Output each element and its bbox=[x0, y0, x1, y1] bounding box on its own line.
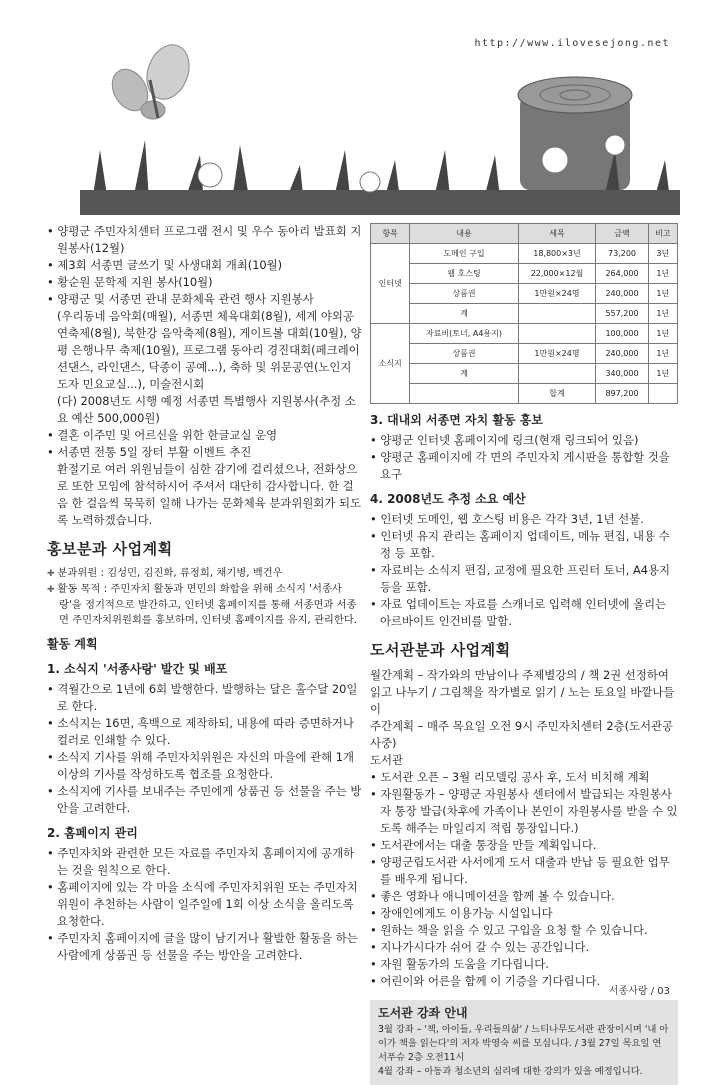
table-cell: 계 bbox=[410, 364, 518, 384]
table-row bbox=[371, 304, 678, 324]
table-cell: 1만원×24명 bbox=[518, 284, 596, 304]
table-cell: 557,200 bbox=[596, 304, 648, 324]
table-cell: 22,000×12월 bbox=[518, 264, 596, 284]
table-cell: 340,000 bbox=[596, 364, 648, 384]
table-row bbox=[371, 284, 678, 304]
table-header: 세목 bbox=[518, 224, 596, 244]
table-row bbox=[371, 244, 678, 264]
table-row bbox=[371, 344, 678, 364]
weekly-plan: 주간계획 – 매주 목요일 오전 9시 주민자치센터 2층(도서관공사중) bbox=[370, 719, 674, 750]
list-item: • 양평군 홈페이지에 각 면의 주민자치 게시판을 통합할 것을 요구 bbox=[370, 449, 678, 483]
list-item: • 결혼 이주민 및 어르신을 위한 한글교실 운영 bbox=[47, 427, 362, 444]
table-cell: 240,000 bbox=[596, 284, 648, 304]
table-header: 비고 bbox=[648, 224, 677, 244]
list-item: • 어린이와 어른을 함께 이 기증을 기다립니다. bbox=[370, 973, 678, 990]
list-item: • 격월간으로 1년에 6회 발행한다. 발행하는 달은 홀수달 20일로 한다. bbox=[47, 681, 362, 715]
table-cell: 1년 bbox=[648, 364, 677, 384]
event-list: (우리동네 음악회(매월), 서종면 체육대회(8월), 세계 야외공연축제(8월), 북한강 음악축제(8월), 게이트볼 대회(10월), 양평 은행나무 축제(10월), 프로그램 동아리 경진대회(페크레이션댄스, 라인댄스, 닥종이 공예...), 축하 및 위문공연(노인지도자 민요교실...), 미술전시회 bbox=[57, 309, 362, 391]
site-url: http://www.ilovesejong.net bbox=[474, 38, 670, 49]
list-item: • 소식지는 16면, 흑백으로 제작하되, 내용에 따라 증면하거나 컬러로 인쇄할 수 있다. bbox=[47, 715, 362, 749]
table-cell: 100,000 bbox=[596, 324, 648, 344]
list-item: • 인터넷 도메인, 웹 호스팅 비용은 각각 3년, 1년 선불. bbox=[370, 511, 678, 528]
header-illustration bbox=[0, 0, 720, 215]
table-cell: 240,000 bbox=[596, 344, 648, 364]
list-item: • 인터넷 유지 관리는 홈페이지 업데이트, 메뉴 편집, 내용 수정 등 포함. bbox=[370, 528, 678, 562]
left-column bbox=[47, 223, 362, 964]
list-item: • 황순원 문학제 지원 봉사(10월) bbox=[47, 274, 362, 291]
section-title-library: 도서관분과 사업계획 bbox=[370, 641, 511, 659]
list-item: • 양평군 인터넷 홈페이지에 링크(현재 링크되어 있음) bbox=[370, 432, 678, 449]
list-item: • 주민자치와 관련한 모든 자료를 주민자치 홈페이지에 공개하는 것을 원칙으로 한다. bbox=[47, 845, 362, 879]
table-cell: 1년 bbox=[648, 324, 677, 344]
table-cell: 897,200 bbox=[596, 384, 648, 404]
list-item: • 소식지에 기사를 보내주는 주민에게 상품권 등 선물을 주는 방안을 고려한다. bbox=[47, 783, 362, 817]
table-cell: 73,200 bbox=[596, 244, 648, 264]
table-row bbox=[371, 364, 678, 384]
monthly-plan: 월간계획 – 작가와의 만남이나 주제별강의 / 책 2권 선정하여 읽고 나누기 / 그림책을 작가별로 읽기 / 노는 토요일 바깥나들이 bbox=[370, 668, 675, 716]
table-cell: 소식지 bbox=[371, 324, 410, 404]
table-cell: 계 bbox=[410, 304, 518, 324]
table-header-row bbox=[371, 224, 678, 244]
table-cell bbox=[410, 384, 518, 404]
table-row bbox=[371, 264, 678, 284]
list-item: • 양평군 및 서종면 관내 문화체육 관련 행사 지원봉사 bbox=[47, 291, 362, 308]
list-item: • 원하는 책을 읽을 수 있고 구입을 요청 할 수 있습니다. bbox=[370, 922, 678, 939]
list-item: • 소식지 기사를 위해 주민자치위원은 자신의 마을에 관해 1개 이상의 기사를 작성하도록 협조를 요청한다. bbox=[47, 749, 362, 783]
table-cell bbox=[518, 364, 596, 384]
subheading-newsletter: 1. 소식지 '서종사랑' 발간 및 배포 bbox=[47, 662, 228, 676]
list-item: • 제3회 서종면 글쓰기 및 사생대회 개최(10월) bbox=[47, 257, 362, 274]
list-item: • 양평군립도서관 사서에게 도서 대출과 반납 등 필요한 업무를 배우게 됩니다. bbox=[370, 854, 678, 888]
list-item: • 서종면 전통 5일 장터 부활 이벤트 추진 bbox=[47, 444, 362, 461]
lecture-line: 3월 강좌 – '책, 아이들, 우리들의삶' / 느티나무도서관 관장이시며 '내 아이가 책을 읽는다'의 저자 박영숙 씨를 모십니다. / 3월 27일 목요일 연서푸슈 2층 오전11시 bbox=[378, 1024, 669, 1063]
list-item: • 장애인에게도 이용가능 시설입니다 bbox=[370, 905, 678, 922]
list-item: • 좋은 영화나 애니메이션을 함께 볼 수 있습니다. bbox=[370, 888, 678, 905]
section-title-pr: 홍보분과 사업계획 bbox=[47, 540, 173, 558]
plan-heading: 활동 계획 bbox=[47, 637, 98, 651]
lecture-line: 4월 강좌 – 아동과 청소년의 심리에 대한 강의가 있을 예정입니다. bbox=[378, 1066, 643, 1077]
purpose: ✚ 활동 목적 : 주민자치 활동과 면민의 화합을 위해 소식지 '서종사랑'을 정기적으로 발간하고, 인터넷 홈페이지를 통해 서종면과 서종면 주민자치위원회를 홍보하며, 인터넷 홈페이지를 유지, 관리한다. bbox=[47, 582, 362, 628]
library-label: 도서관 bbox=[370, 753, 404, 767]
table-cell: 1년 bbox=[648, 264, 677, 284]
page-footer: 서종사랑 / 03 bbox=[608, 986, 670, 997]
table-cell: 합계 bbox=[518, 384, 596, 404]
table-cell: 웹 호스팅 bbox=[410, 264, 518, 284]
members: ✚ 분과위원 : 김성민, 김진화, 류정희, 채기병, 백건우 bbox=[47, 566, 362, 582]
butterfly-icon bbox=[105, 39, 196, 119]
list-item: • 자료비는 소식지 편집, 교정에 필요한 프린터 토너, A4용지 등을 포함. bbox=[370, 562, 678, 596]
table-cell: 상품권 bbox=[410, 284, 518, 304]
table-cell: 1만원×24명 bbox=[518, 344, 596, 364]
list-item: • 홈페이지에 있는 각 마을 소식에 주민자치위원 또는 주민자치위원이 추천하는 사람이 일주일에 1회 이상 소식을 올리도록 요청한다. bbox=[47, 879, 362, 930]
list-item: • 주민자치 홈페이지에 글을 많이 남기거나 활발한 활동을 하는 사람에게 상품권 등 선물을 주는 방안을 고려한다. bbox=[47, 930, 362, 964]
list-item: • 도서관 오픈 – 3월 리모델링 공사 후, 도서 비치해 계획 bbox=[370, 769, 678, 786]
list-item: • 자원 활동가의 도움을 기다립니다. bbox=[370, 956, 678, 973]
table-row-total bbox=[371, 384, 678, 404]
lecture-info-box bbox=[370, 1000, 678, 1085]
table-cell: 18,800×3년 bbox=[518, 244, 596, 264]
subheading-budget: 4. 2008년도 추정 소요 예산 bbox=[370, 492, 526, 506]
table-cell: 도메인 구입 bbox=[410, 244, 518, 264]
special-event: (다) 2008년도 시행 예정 서종면 특별행사 지원봉사(추정 소요 예산 500,000원) bbox=[57, 394, 356, 425]
closing-paragraph: 환절기로 여러 위원님들이 심한 감기에 걸리셨으나, 전화상으로 또한 모임에 참석하시어 주셔서 대단히 감사합니다. 한 걸음 한 걸음씩 묵묵히 일해 나가는 문화체육 분과위원회가 되도록 노력하겠습니다. bbox=[57, 462, 362, 527]
table-cell: 3년 bbox=[648, 244, 677, 264]
right-column bbox=[370, 223, 678, 1085]
table-cell: 자료비(토너, A4용지) bbox=[410, 324, 518, 344]
budget-table bbox=[370, 223, 678, 404]
lecture-box-title: 도서관 강좌 안내 bbox=[378, 1006, 468, 1020]
list-item: • 양평군 주민자치센터 프로그램 전시 및 우수 동아리 발표회 지원봉사(12월) bbox=[47, 223, 362, 257]
table-cell: 상품권 bbox=[410, 344, 518, 364]
table-header: 항목 bbox=[371, 224, 410, 244]
list-item: • 도서관에서는 대출 통장을 만들 계획입니다. bbox=[370, 837, 678, 854]
list-item: • 자료 업데이트는 자료를 스캐너로 입력해 인터넷에 올리는 아르바이트 인건비를 말함. bbox=[370, 596, 678, 630]
table-header: 금액 bbox=[596, 224, 648, 244]
list-item: • 자원활동가 – 양평군 자원봉사 센터에서 발급되는 자원봉사자 통장 발급(차후에 가족이나 본인이 자원봉사를 받을 수 있도록 해주는 마일리지 적립 통장입니다.) bbox=[370, 786, 678, 837]
list-item: • 지나가시다가 쉬어 갈 수 있는 공간입니다. bbox=[370, 939, 678, 956]
table-cell bbox=[648, 384, 677, 404]
table-cell: 인터넷 bbox=[371, 244, 410, 324]
table-cell: 1년 bbox=[648, 304, 677, 324]
table-header: 내용 bbox=[410, 224, 518, 244]
table-cell: 1년 bbox=[648, 284, 677, 304]
table-row bbox=[371, 324, 678, 344]
subheading-homepage: 2. 홈페이지 관리 bbox=[47, 826, 138, 840]
table-cell bbox=[518, 324, 596, 344]
table-cell: 1년 bbox=[648, 344, 677, 364]
subheading-promotion: 3. 대내외 서종면 자치 활동 홍보 bbox=[370, 413, 543, 427]
table-cell bbox=[518, 304, 596, 324]
table-cell: 264,000 bbox=[596, 264, 648, 284]
